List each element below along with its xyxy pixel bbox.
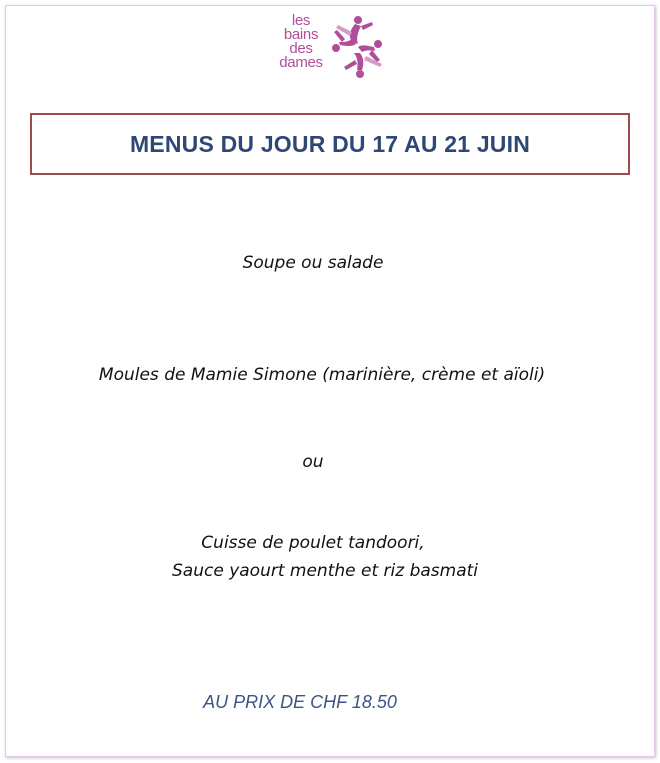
menu-separator: ou xyxy=(302,452,324,472)
title-box xyxy=(30,113,630,175)
logo-line-3: des xyxy=(289,40,313,57)
logo-line-1: les xyxy=(291,12,311,29)
dancing-figures-icon xyxy=(328,14,386,80)
logo-line-4: dames xyxy=(279,54,323,71)
logo-line-2: bains xyxy=(283,26,319,43)
price-text: AU PRIX DE CHF 18.50 xyxy=(203,692,397,712)
menu-option-1: Moules de Mamie Simone (marinière, crème et aïoli) xyxy=(98,365,546,385)
menu-option-2-line-1: Cuisse de poulet tandoori, xyxy=(201,533,425,553)
logo-text xyxy=(272,14,330,70)
menu-starter: Soupe ou salade xyxy=(242,253,384,273)
menu-option-2-line-2: Sauce yaourt menthe et riz basmati xyxy=(172,561,478,581)
logo xyxy=(272,14,390,82)
page-title: MENUS DU JOUR DU 17 AU 21 JUIN xyxy=(129,130,531,157)
